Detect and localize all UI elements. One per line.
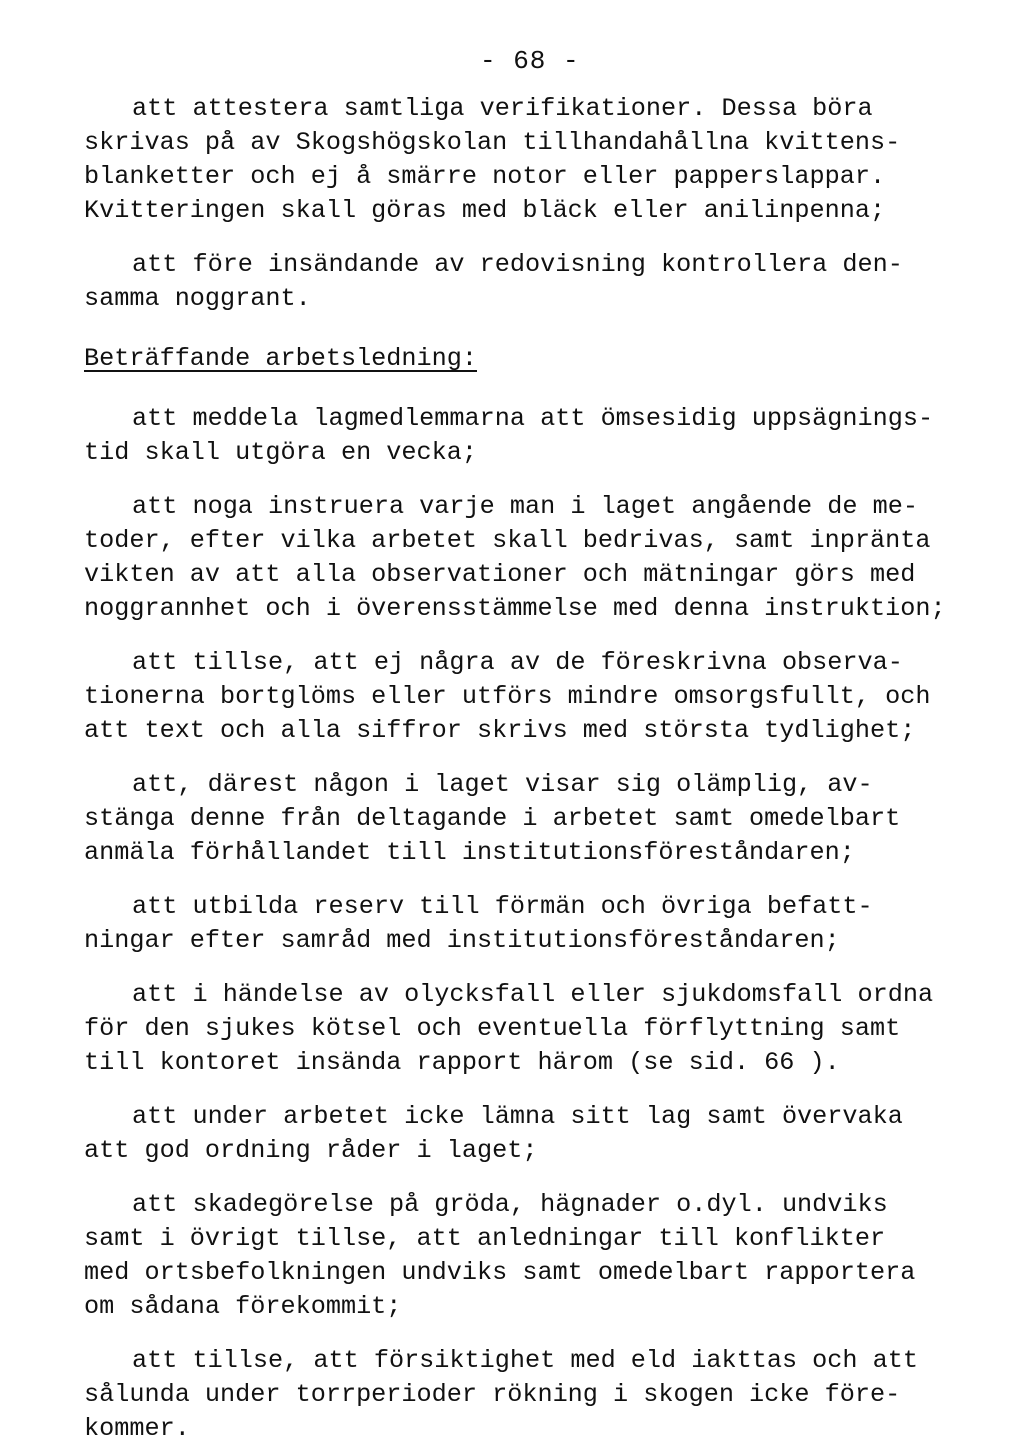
paragraph-verifications — [84, 92, 984, 228]
document-body — [84, 92, 984, 1446]
text-line: att god ordning råder i laget; — [84, 1136, 538, 1165]
text-line: att tillse, att försiktighet med eld iakttas och att — [132, 1346, 918, 1375]
text-line: toder, efter vilka arbetet skall bedrivas, samt inpränta — [84, 526, 931, 555]
text-line: att attestera samtliga verifikationer. Dessa böra — [132, 94, 873, 123]
text-line: att noga instruera varje man i laget angående de me- — [132, 492, 918, 521]
paragraph-supervise-team — [84, 1100, 984, 1168]
text-line: anmäla förhållandet till institutionsföreståndaren; — [84, 838, 855, 867]
paragraph-train-reserve — [84, 890, 984, 958]
text-line: kommer. — [84, 1414, 190, 1443]
text-line: samt i övrigt tillse, att anledningar till konflikter — [84, 1224, 886, 1253]
text-line: noggrannhet och i överensstämmelse med denna instruktion; — [84, 594, 946, 623]
paragraph-avoid-damage — [84, 1188, 984, 1324]
text-line: att text och alla siffror skrivs med största tydlighet; — [84, 716, 916, 745]
text-line: att i händelse av olycksfall eller sjukdomsfall ordna — [132, 980, 934, 1009]
text-line: till kontoret insända rapport härom (se sid. 66 ). — [84, 1048, 840, 1077]
text-line: att tillse, att ej några av de föreskrivna observa- — [132, 648, 903, 677]
text-line: tid skall utgöra en vecka; — [84, 438, 477, 467]
text-line: att, därest någon i laget visar sig olämplig, av- — [132, 770, 873, 799]
text-line: sålunda under torrperioder rökning i skogen icke före- — [84, 1380, 901, 1409]
text-line: blanketter och ej å smärre notor eller papperslappar. — [84, 162, 886, 191]
paragraph-accidents — [84, 978, 984, 1080]
text-line: ningar efter samråd med institutionsföreståndaren; — [84, 926, 840, 955]
paragraph-notice-period — [84, 402, 984, 470]
text-line: samma noggrant. — [84, 284, 311, 313]
page-number: - 68 - — [480, 46, 580, 76]
section-heading — [84, 342, 984, 376]
text-line: att före insändande av redovisning kontrollera den- — [132, 250, 903, 279]
text-line: för den sjukes kötsel och eventuella förflyttning samt — [84, 1014, 901, 1043]
paragraph-observations — [84, 646, 984, 748]
text-line: tionerna bortglöms eller utförs mindre omsorgsfullt, och — [84, 682, 931, 711]
text-line: att utbilda reserv till förmän och övriga befatt- — [132, 892, 873, 921]
text-line: Kvitteringen skall göras med bläck eller anilinpenna; — [84, 196, 886, 225]
paragraph-fire-safety — [84, 1344, 984, 1446]
text-line: att meddela lagmedlemmarna att ömsesidig uppsägnings- — [132, 404, 934, 433]
paragraph-control-report — [84, 248, 984, 316]
text-line: vikten av att alla observationer och mätningar görs med — [84, 560, 916, 589]
text-line: att skadegörelse på gröda, hägnader o.dyl. undviks — [132, 1190, 888, 1219]
heading-arbetsledning: Beträffande arbetsledning: — [84, 344, 477, 373]
paragraph-unsuitable-member — [84, 768, 984, 870]
text-line: med ortsbefolkningen undviks samt omedelbart rapportera — [84, 1258, 916, 1287]
text-line: stänga denne från deltagande i arbetet samt omedelbart — [84, 804, 901, 833]
paragraph-instruct-methods — [84, 490, 984, 626]
text-line: om sådana förekommit; — [84, 1292, 402, 1321]
text-line: att under arbetet icke lämna sitt lag samt övervaka — [132, 1102, 903, 1131]
text-line: skrivas på av Skogshögskolan tillhandahållna kvittens- — [84, 128, 901, 157]
